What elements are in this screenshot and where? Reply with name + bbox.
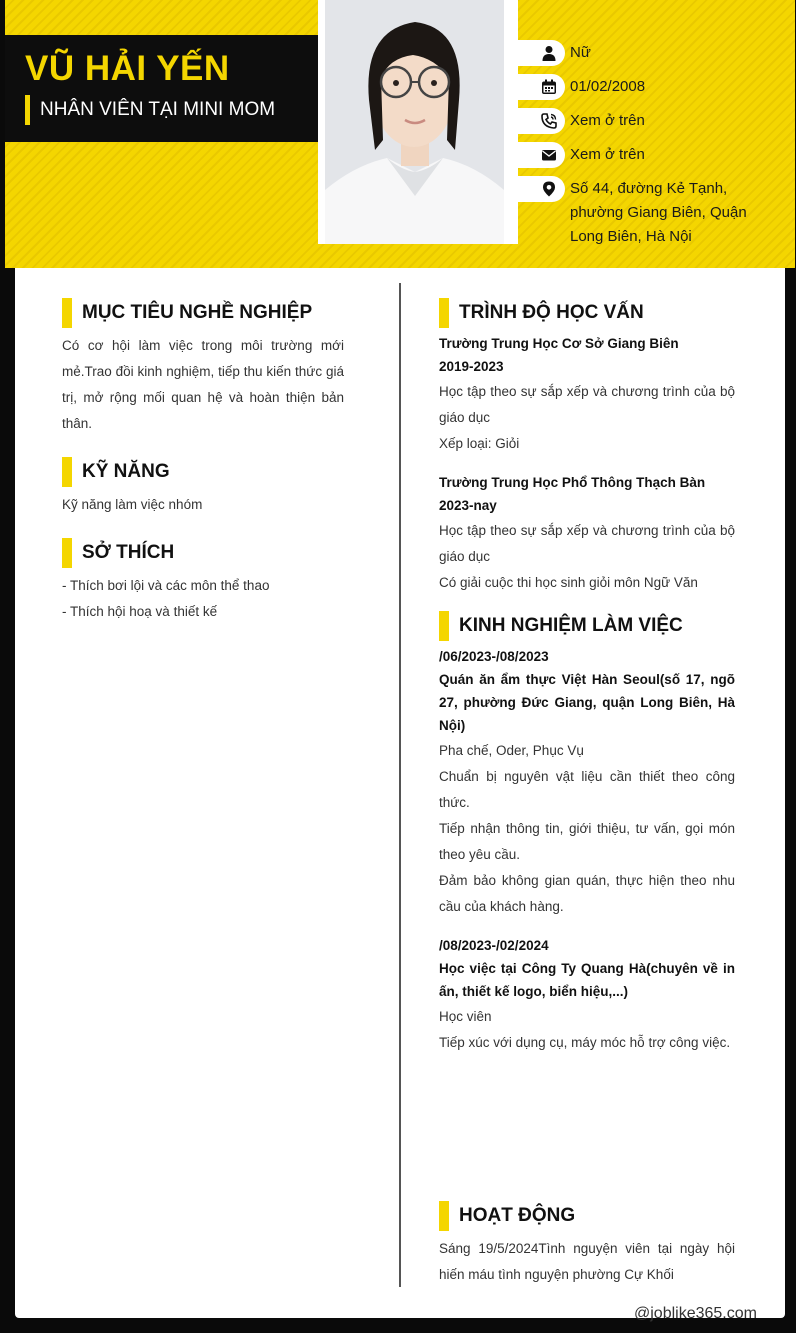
hobby-item: - Thích bơi lội và các môn thể thao	[62, 578, 270, 593]
objective-title: MỤC TIÊU NGHỀ NGHIỆP	[62, 298, 312, 328]
education-detail: Có giải cuộc thi học sinh giỏi môn Ngữ Văn	[439, 575, 698, 590]
company-name: Quán ăn ẩm thực Việt Hàn Seoul(số 17, ngõ 27, phường Đức Giang, quận Long Biên, Hà Nội)	[439, 672, 735, 733]
calendar-icon	[541, 79, 557, 95]
job-detail: Tiếp nhận thông tin, giới thiệu, tư vấn, gọi món theo yêu cầu.	[439, 821, 735, 862]
job-role: Học viên	[439, 1009, 492, 1024]
contact-text: Số 44, đường Kẻ Tạnh, phường Giang Biên, Quận Long Biên, Hà Nội	[570, 180, 747, 245]
company-name: Học việc tại Công Ty Quang Hà(chuyên về in ấn, thiết kế logo, biển hiệu,...)	[439, 961, 735, 999]
school-period: 2023-nay	[439, 498, 497, 513]
contact-email	[518, 142, 778, 176]
contact-birthdate	[518, 74, 778, 108]
job-period: /08/2023-/02/2024	[439, 938, 549, 953]
contact-phone	[518, 108, 778, 142]
job-period: /06/2023-/08/2023	[439, 649, 549, 664]
education-detail: Xếp loại: Giỏi	[439, 436, 520, 451]
profile-photo-frame	[318, 0, 518, 244]
skill-item: Kỹ năng làm việc nhóm	[62, 497, 203, 512]
job-title: NHÂN VIÊN TẠI MINI MOM	[25, 95, 275, 125]
name-box	[5, 35, 318, 142]
mail-icon	[541, 147, 557, 163]
activities-title: HOẠT ĐỘNG	[439, 1201, 575, 1231]
experience-title: KINH NGHIỆM LÀM VIỆC	[439, 611, 683, 641]
location-icon	[541, 181, 557, 197]
contact-text: 01/02/2008	[570, 78, 646, 95]
activity-text: Sáng 19/5/2024Tình nguyện viên tại ngày hội hiến máu tình nguyện phường Cự Khối	[439, 1241, 735, 1282]
contact-list	[518, 40, 778, 249]
contact-text: Xem ở trên	[570, 146, 645, 163]
portrait-illustration	[325, 0, 504, 244]
job-detail: Chuẩn bị nguyên vật liệu cần thiết theo công thức.	[439, 769, 735, 810]
job-role: Pha chế, Oder, Phục Vụ	[439, 743, 584, 758]
hobby-item: - Thích hội hoạ và thiết kế	[62, 604, 218, 619]
watermark: @joblike365.com	[634, 1305, 757, 1322]
skills-title: KỸ NĂNG	[62, 457, 170, 487]
education-detail: Học tập theo sự sắp xếp và chương trình của bộ giáo dục	[439, 523, 735, 564]
school-name: Trường Trung Học Phổ Thông Thạch Bàn	[439, 475, 706, 490]
contact-gender	[518, 40, 778, 74]
candidate-name: VŨ HẢI YẾN	[25, 49, 230, 88]
phone-icon	[541, 113, 557, 129]
school-period: 2019-2023	[439, 359, 504, 374]
contact-address	[518, 176, 778, 249]
column-divider	[399, 283, 401, 1287]
contact-text: Nữ	[570, 44, 591, 61]
profile-photo	[325, 0, 504, 244]
contact-text: Xem ở trên	[570, 112, 645, 129]
user-icon	[541, 45, 557, 61]
hobbies-title: SỞ THÍCH	[62, 538, 174, 568]
school-name: Trường Trung Học Cơ Sở Giang Biên	[439, 336, 679, 351]
objective-text: Có cơ hội làm việc trong môi trường mới mẻ.Trao đồi kinh nghiệm, tiếp thu kiến thức giá trị, mở rộng mối quan hệ và hoàn thiện bản thân.	[62, 338, 344, 431]
job-detail: Đảm bảo không gian quán, thực hiện theo nhu cầu của khách hàng.	[439, 873, 735, 914]
job-detail: Tiếp xúc với dụng cụ, máy móc hỗ trợ công việc.	[439, 1035, 731, 1050]
education-detail: Học tập theo sự sắp xếp và chương trình của bộ giáo dục	[439, 384, 735, 425]
education-title: TRÌNH ĐỘ HỌC VẤN	[439, 298, 644, 328]
